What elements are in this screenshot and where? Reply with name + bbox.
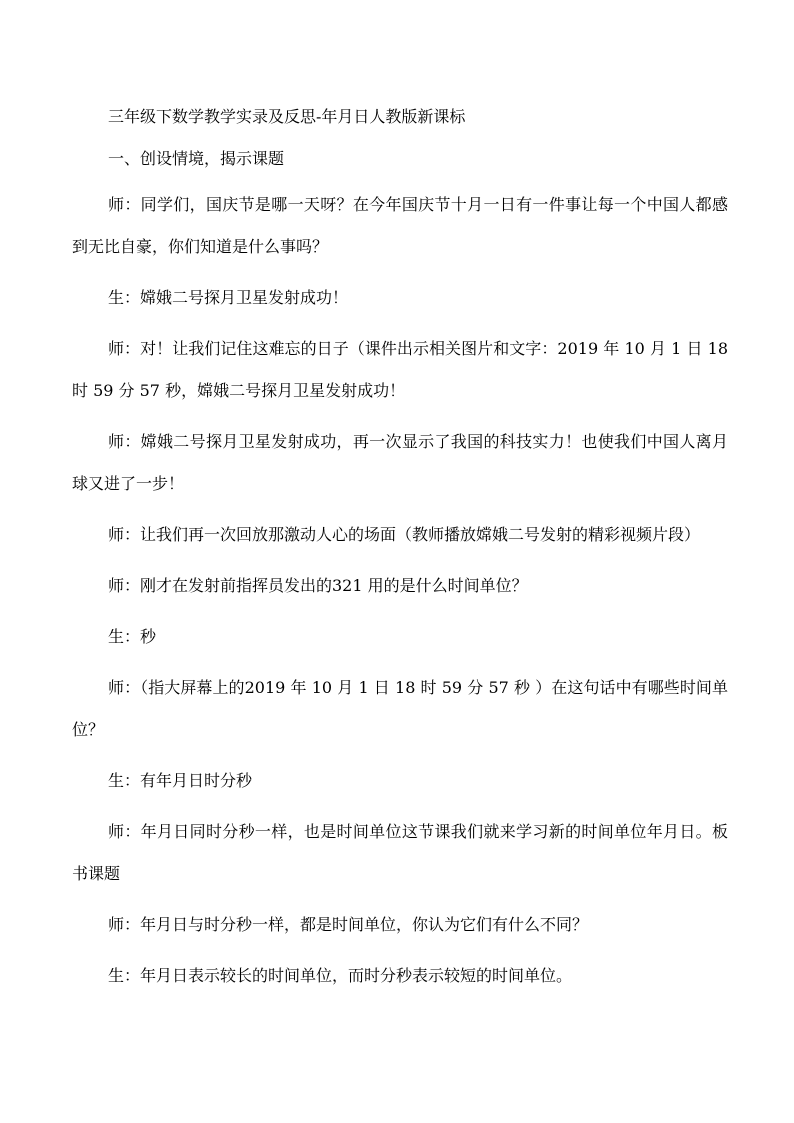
paragraph: 师：年月日同时分秒一样，也是时间单位这节课我们就来学习新的时间单位年月日。板书课题 <box>72 822 728 883</box>
paragraph: 师：年月日与时分秒一样，都是时间单位，你认为它们有什么不同？ <box>108 915 589 934</box>
paragraph: 师：同学们，国庆节是哪一天呀？在今年国庆节十月一日有一件事让每一个中国人都感到无比自豪，你们知道是什么事吗？ <box>72 195 728 256</box>
paragraph: 师：嫦娥二号探月卫星发射成功，再一次显示了我国的科技实力！也使我们中国人离月球又进了一步！ <box>72 432 728 493</box>
paragraph: 生：秒 <box>108 627 157 646</box>
paragraph: 师：（指大屏幕上的2019 年 10 月 1 日 18 时 59 分 57 秒 ）在这句话中有哪些时间单位？ <box>72 678 728 739</box>
paragraph: 师：刚才在发射前指挥员发出的321 用的是什么时间单位？ <box>108 576 528 595</box>
document-title: 三年级下数学教学实录及反思-年月日人教版新课标 <box>108 107 466 126</box>
section-heading: 一、创设情境，揭示课题 <box>108 149 285 168</box>
document-page <box>72 100 728 997</box>
paragraph: 生：嫦娥二号探月卫星发射成功！ <box>108 288 349 307</box>
paragraph: 生：有年月日时分秒 <box>108 771 253 790</box>
paragraph: 师：让我们再一次回放那激动人心的场面（教师播放嫦娥二号发射的精彩视频片段） <box>108 525 701 544</box>
paragraph: 生：年月日表示较长的时间单位，而时分秒表示较短的时间单位。 <box>108 966 573 985</box>
paragraph: 师：对！让我们记住这难忘的日子（课件出示相关图片和文字：2019 年 10 月 1 日 18 时 59 分 57 秒，嫦娥二号探月卫星发射成功！ <box>72 339 728 400</box>
